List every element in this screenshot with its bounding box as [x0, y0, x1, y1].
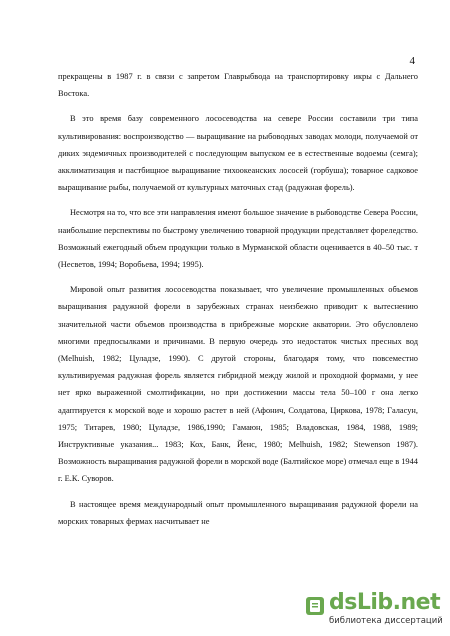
- paragraph-3: Несмотря на то, что все эти направления имеют большое значение в рыбоводстве Севера России, наибольшие перспективы по быстрому увеличению товарной продукции представляет фореледство. Возможный ежегодный объем продукции только в Мурманской области оценивается в 40–50 тыс. т (Несветов, 1994; Воробьева, 1994; 1995).: [58, 208, 418, 270]
- watermark-title: dsLib.net: [329, 590, 441, 615]
- watermark-subtitle: библиотека диссертаций: [329, 616, 443, 626]
- page-number: 4: [409, 55, 415, 67]
- paragraph-1: прекращены в 1987 г. в связи с запретом Главрыбвода на транспортировку икры с Дальнего Востока.: [58, 72, 418, 99]
- paragraph-2: В это время базу современного лососеводства на севере России составили три типа культивирования: воспроизводство — выращивание на рыбоводных заводах молоди, получаемой от диких эндемичных производителей с последующим выпуском ее в естественные водоемы (семга); акклиматизация и пастбищное выращивание тихоокеанских лососей (горбуша); товарное садковое выращивание рыбы, получаемой от культурных маточных стад (радужная форель).: [58, 114, 418, 193]
- paragraph-5: В настоящее время международный опыт промышленного выращивания радужной форели на морских товарных фермах насчитывает не: [58, 499, 418, 526]
- body-text: [58, 68, 418, 530]
- paragraph-4: Мировой опыт развития лососеводства показывает, что увеличение промышленных объемов выращивания радужной форели в зарубежных странах неизбежно приводит к вытеснению значительной части объемов производства в прибрежные морские акватории. Это обусловлено многими предпосылками и причинами. В первую очередь это недостаток чистых пресных вод (Melhuish, 1982; Цуладзе, 1990). С другой стороны, благодаря тому, что повсеместно культивируемая радужная форель является гибридной между жилой и проходной формами, у нее нет ярко выраженной смолтификации, но при достижении массы тела 50–100 г она легко адаптируется к морской воде и хорошо растет в ней (Афонич, Солдатова, Циркова, 1978; Галасун, 1975; Титарев, 1980; Цуладзе, 1986,1990; Гамаюн, 1985; Владовская, 1984, 1988, 1989; Инструктивные указания... 1983; Кох, Банк, Йенс, 1980; Melhuish, 1982; Stewenson 1987). Возможность выращивания радужной форели в морской воде (Балтийское море) отмечал еще в 1944 г. Е.К. Суворов.: [58, 285, 418, 484]
- dslib-logo-icon: [305, 596, 325, 616]
- watermark: [305, 592, 445, 630]
